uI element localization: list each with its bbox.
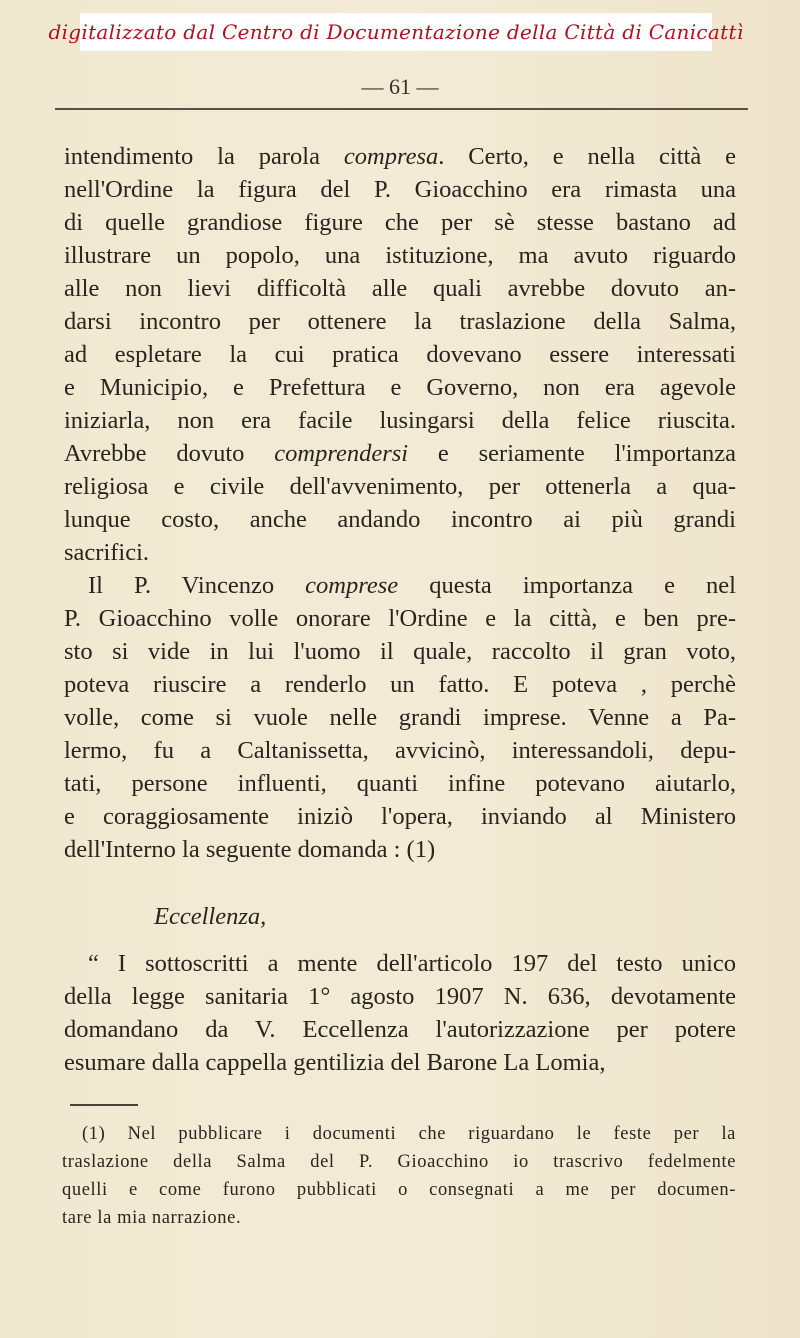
text-line: nell'Ordine la figura del P. Gioacchino era rimasta una xyxy=(64,176,736,203)
italic-word: compresa xyxy=(343,143,439,170)
text-line: poteva riuscire a renderlo un fatto. E poteva , perchè xyxy=(64,671,736,698)
text-line: lermo, fu a Caltanissetta, avvicinò, interessandoli, depu- xyxy=(64,737,736,764)
main-text xyxy=(64,140,736,866)
footnote-rule xyxy=(70,1104,138,1106)
text-line: di quelle grandiose figure che per sè stesse bastano ad xyxy=(64,209,736,236)
text-line: Avrebbe dovuto comprendersi e seriamente l'importanza xyxy=(64,440,736,467)
text-line: esumare dalla cappella gentilizia del Barone La Lomia, xyxy=(64,1049,606,1076)
text-line: lunque costo, anche andando incontro ai più grandi xyxy=(64,506,736,533)
italic-word: comprendersi xyxy=(274,440,409,467)
letter-text xyxy=(64,947,736,1079)
text-line: Il P. Vincenzo comprese questa importanza e nel xyxy=(88,572,736,599)
text-line: e coraggiosamente iniziò l'opera, inviando al Ministero xyxy=(64,803,736,830)
text-line: religiosa e civile dell'avvenimento, per ottenerla a qua- xyxy=(64,473,736,500)
letter-salutation: Eccellenza, xyxy=(154,903,267,930)
digitization-watermark xyxy=(48,13,744,51)
text-line: tati, persone influenti, quanti infine potevano aiutarlo, xyxy=(64,770,736,797)
text-line: ad espletare la cui pratica dovevano essere interessati xyxy=(64,341,736,368)
text-line: volle, come si vuole nelle grandi imprese. Venne a Pa- xyxy=(64,704,736,731)
header-rule xyxy=(55,108,748,110)
paragraph-1 xyxy=(64,140,736,569)
text-line: della legge sanitaria 1° agosto 1907 N. 636, devotamente xyxy=(64,983,736,1010)
italic-word: comprese xyxy=(305,572,399,599)
text-line: alle non lievi difficoltà alle quali avrebbe dovuto an- xyxy=(64,275,736,302)
text-line: darsi incontro per ottenere la traslazione della Salma, xyxy=(64,308,736,335)
text-line: iniziarla, non era facile lusingarsi della felice riuscita. xyxy=(64,407,736,434)
text-line: sto si vide in lui l'uomo il quale, raccolto il gran voto, xyxy=(64,638,736,665)
text-line: quelli e come furono pubblicati o consegnati a me per documen- xyxy=(62,1180,736,1200)
page-number: — 61 — xyxy=(361,74,439,99)
text-line: traslazione della Salma del P. Gioacchino io trascrivo fedelmente xyxy=(62,1152,736,1172)
watermark-text: digitalizzato dal Centro di Documentazione della Città di Canicattì xyxy=(48,20,744,44)
text-line: illustrare un popolo, una istituzione, ma avuto riguardo xyxy=(64,242,736,269)
text-line: e Municipio, e Prefettura e Governo, non era agevole xyxy=(64,374,736,401)
paragraph-2 xyxy=(64,569,736,866)
text-line: tare la mia narrazione. xyxy=(62,1208,242,1228)
text-line: (1) Nel pubblicare i documenti che riguardano le feste per la xyxy=(82,1124,736,1144)
text-line: intendimento la parola compresa. Certo, e nella città e xyxy=(64,143,736,170)
text-line: dell'Interno la seguente domanda : (1) xyxy=(64,836,436,863)
footnote xyxy=(62,1120,736,1232)
text-line: P. Gioacchino volle onorare l'Ordine e la città, e ben pre- xyxy=(64,605,736,632)
text-line: sacrifici. xyxy=(64,539,150,566)
text-line: “ I sottoscritti a mente dell'articolo 197 del testo unico xyxy=(88,950,736,977)
text-line: domandano da V. Eccellenza l'autorizzazione per potere xyxy=(64,1016,736,1043)
